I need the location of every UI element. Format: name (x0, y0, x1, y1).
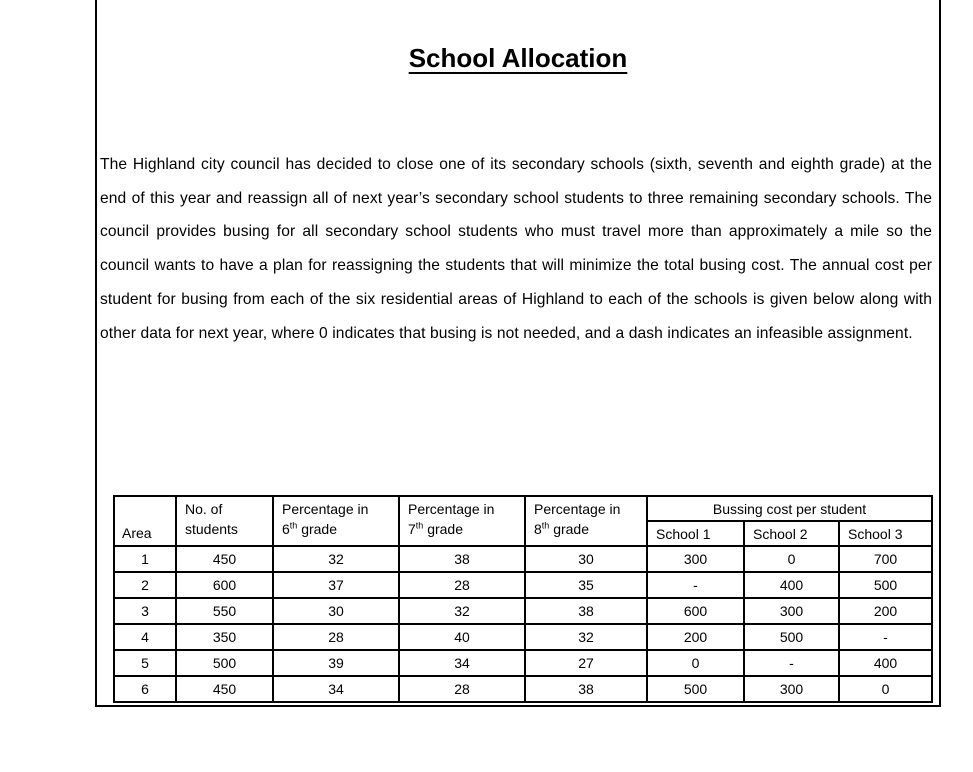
grade8-line2 (534, 521, 589, 537)
col-header-grade8 (525, 496, 647, 546)
col-header-school2: School 2 (744, 521, 839, 546)
page-border-frame (95, 0, 941, 707)
cell-grade7: 32 (399, 598, 525, 624)
grade7-prefix: Percentage in (408, 501, 495, 517)
cell-area: 4 (114, 624, 176, 650)
cell-school3-cost: 400 (839, 650, 932, 676)
col-header-school3: School 3 (839, 521, 932, 546)
cell-school1-cost: 0 (647, 650, 744, 676)
table-header-row-1 (114, 496, 932, 521)
cell-area: 2 (114, 572, 176, 598)
cell-grade8: 35 (525, 572, 647, 598)
cell-grade8: 38 (525, 676, 647, 702)
cell-school3-cost: 200 (839, 598, 932, 624)
grade6-ordinal-suffix: th (289, 520, 298, 531)
cell-school1-cost: - (647, 572, 744, 598)
page-title-text: School Allocation (408, 43, 628, 73)
cell-school3-cost: - (839, 624, 932, 650)
col-header-grade6 (273, 496, 399, 546)
table-row-area2 (114, 572, 932, 598)
table-row-area6 (114, 676, 932, 702)
cell-students: 550 (176, 598, 273, 624)
cell-grade8: 30 (525, 546, 647, 572)
cell-grade6: 28 (273, 624, 399, 650)
cell-school3-cost: 500 (839, 572, 932, 598)
cell-school2-cost: 500 (744, 624, 839, 650)
grade7-line2 (408, 521, 463, 537)
school-allocation-table (113, 495, 933, 703)
grade6-word: grade (297, 521, 338, 537)
col-header-bussing-cost: Bussing cost per student (647, 496, 932, 521)
cell-school2-cost: 300 (744, 676, 839, 702)
cell-area: 5 (114, 650, 176, 676)
cell-school2-cost: 400 (744, 572, 839, 598)
grade7-word: grade (423, 521, 464, 537)
cell-area: 6 (114, 676, 176, 702)
cell-school3-cost: 0 (839, 676, 932, 702)
intro-paragraph: The Highland city council has decided to close one of its secondary schools (sixth, seventh and eighth grade) at the end of this year and reassign all of next year’s secondary school students to three remaining secondary schools. The council provides busing for all secondary school students who must travel more than approximately a mile so the council wants to have a plan for reassigning the students that will minimize the total busing cost. The annual cost per student for busing from each of the six residential areas of Highland to each of the schools is given below along with other data for next year, where 0 indicates that busing is not needed, and a dash indicates an infeasible assignment. (100, 156, 932, 342)
cell-school1-cost: 200 (647, 624, 744, 650)
grade8-number: 8 (534, 521, 542, 537)
cell-grade7: 38 (399, 546, 525, 572)
grade8-ordinal-suffix: th (541, 520, 550, 531)
cell-school1-cost: 500 (647, 676, 744, 702)
cell-students: 450 (176, 676, 273, 702)
cell-area: 3 (114, 598, 176, 624)
grade7-number: 7 (408, 521, 416, 537)
cell-grade6: 39 (273, 650, 399, 676)
table-row-area1 (114, 546, 932, 572)
cell-grade8: 27 (525, 650, 647, 676)
cell-grade6: 34 (273, 676, 399, 702)
grade7-ordinal-suffix: th (415, 520, 424, 531)
page-title (97, 42, 939, 79)
cell-grade7: 28 (399, 572, 525, 598)
grade6-number: 6 (282, 521, 290, 537)
cell-school2-cost: 300 (744, 598, 839, 624)
grade8-prefix: Percentage in (534, 501, 621, 517)
cell-school3-cost: 700 (839, 546, 932, 572)
cell-students: 500 (176, 650, 273, 676)
cell-area: 1 (114, 546, 176, 572)
cell-school2-cost: 0 (744, 546, 839, 572)
col-header-area: Area (114, 496, 176, 546)
cell-grade8: 32 (525, 624, 647, 650)
cell-students: 600 (176, 572, 273, 598)
cell-grade6: 30 (273, 598, 399, 624)
cell-grade7: 40 (399, 624, 525, 650)
cell-students: 450 (176, 546, 273, 572)
grade8-word: grade (549, 521, 590, 537)
cell-school1-cost: 300 (647, 546, 744, 572)
cell-grade7: 34 (399, 650, 525, 676)
grade6-line2 (282, 521, 337, 537)
cell-grade7: 28 (399, 676, 525, 702)
grade6-prefix: Percentage in (282, 501, 369, 517)
cell-school2-cost: - (744, 650, 839, 676)
col-header-school1: School 1 (647, 521, 744, 546)
table-row-area5 (114, 650, 932, 676)
cell-students: 350 (176, 624, 273, 650)
cell-grade8: 38 (525, 598, 647, 624)
col-header-grade7 (399, 496, 525, 546)
col-header-students: No. of students (176, 496, 273, 546)
cell-grade6: 37 (273, 572, 399, 598)
table-row-area3 (114, 598, 932, 624)
cell-grade6: 32 (273, 546, 399, 572)
cell-school1-cost: 600 (647, 598, 744, 624)
table-row-area4 (114, 624, 932, 650)
